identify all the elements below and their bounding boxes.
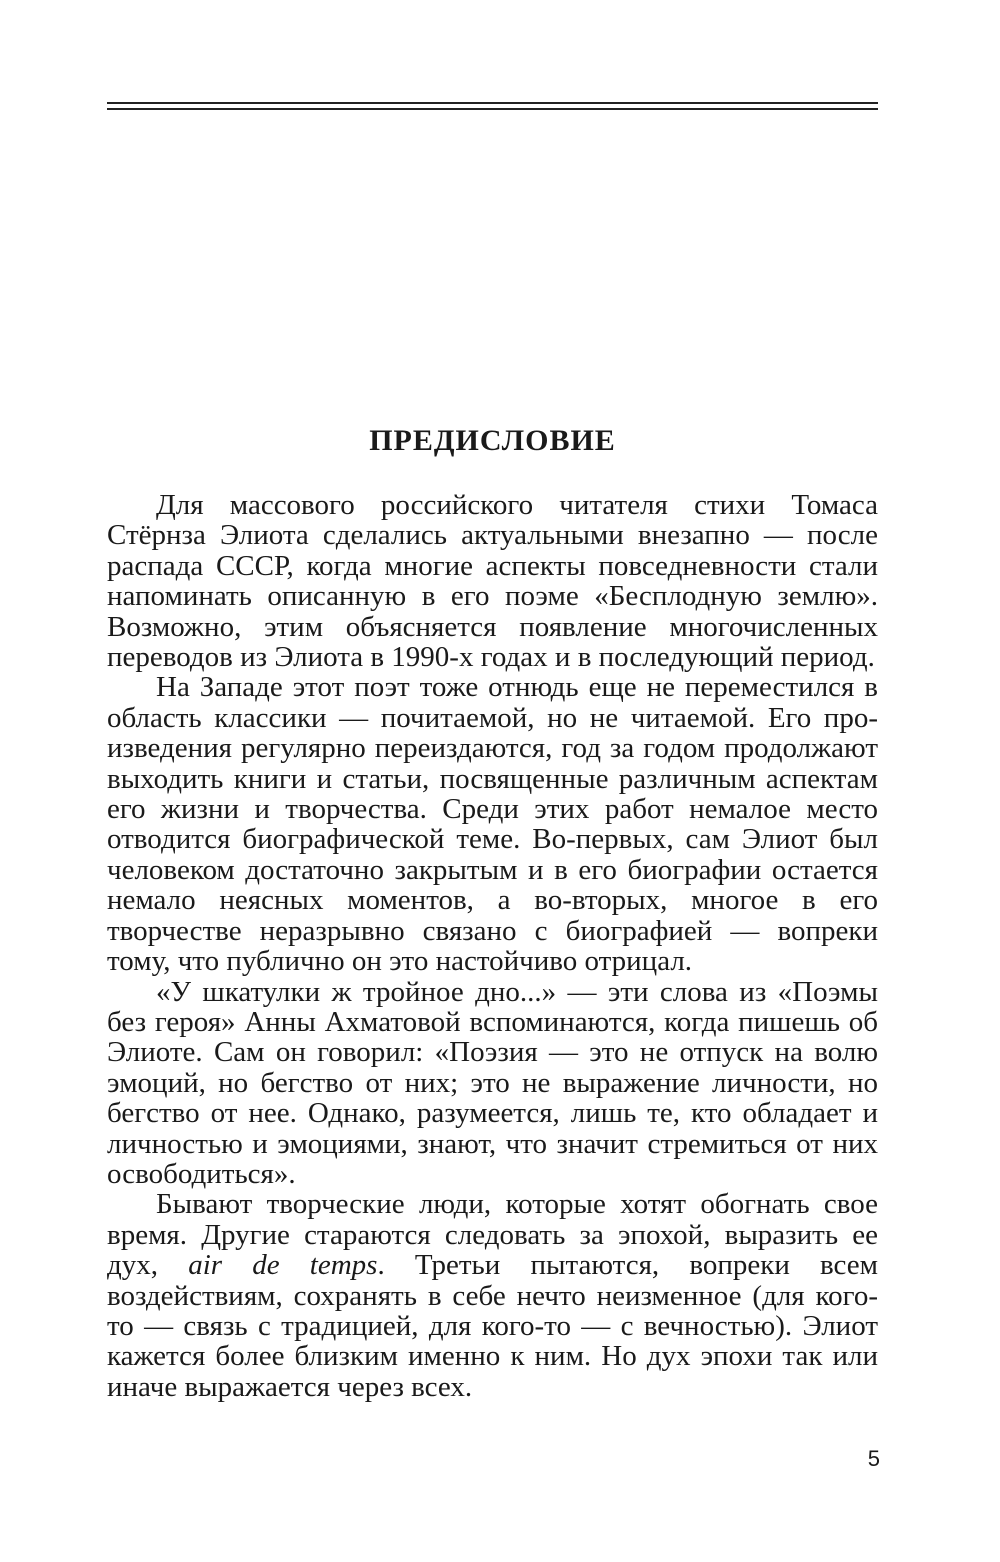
paragraph-4-text-end: . Третьи пытаются, вопреки всем воздействиям, сохранять в себе нечто неизменное (для кого-то — связь с традицией, для кого-то — с вечностью). Элиот кажется более близким именно к ним. Но дух эпохи так или иначе выражается через всех. (107, 1249, 878, 1403)
header-rule-bottom (107, 108, 878, 110)
paragraph-4 (107, 1189, 878, 1402)
paragraph-4-text-start: Бывают творческие люди, которые хотят обогнать свое время. Другие стараются следовать за эпохой, выразить ее дух, (107, 1188, 878, 1282)
header-rule-top (107, 102, 878, 104)
italic-phrase: air de temps (188, 1249, 378, 1282)
paragraph-1: Для массового российского читателя стихи Томаса Стёрнза Элиота сделались актуальными внезапно — после распада СССР, когда многие аспекты повседневности стали напоминать описанную в его поэме «Бесплодную землю». Возможно, этим объясняется появление многочисленных переводов из Элиота в 1990-х годах и в последующий период. (107, 489, 878, 674)
paragraph-3: «У шкатулки ж тройное дно...» — эти слова из «Поэмы без героя» Анны Ахматовой вспоминаются, когда пишешь об Элиоте. Сам он говорил: «Поэзия — это не отпуск на волю эмоций, но бегство от них; это не выражение личности, но бегство от нее. Однако, разумеется, лишь те, кто обладает и личностью и эмоциями, знают, что значит стремиться от них освободиться». (107, 975, 878, 1190)
body-text (107, 490, 878, 1402)
page-number: 5 (867, 1446, 880, 1471)
chapter-title: ПРЕДИСЛОВИЕ (369, 424, 616, 457)
paragraph-2: На Западе этот поэт тоже отнюдь еще не переместился в область классики — почитаемой, но не читаемой. Его произведения регулярно переиздаются, год за годом продолжают выходить книги и статьи, посвященные различным аспектам его жизни и творчества. Среди этих работ немалое место отводится биографической теме. Во-первых, сам Элиот был человеком достаточно закрытым и в его биографии остается немало неясных моментов, а во-вторых, многое в его творчестве неразрывно связано с биографией — вопреки тому, что публично он это настойчиво отрицал. (107, 671, 878, 978)
